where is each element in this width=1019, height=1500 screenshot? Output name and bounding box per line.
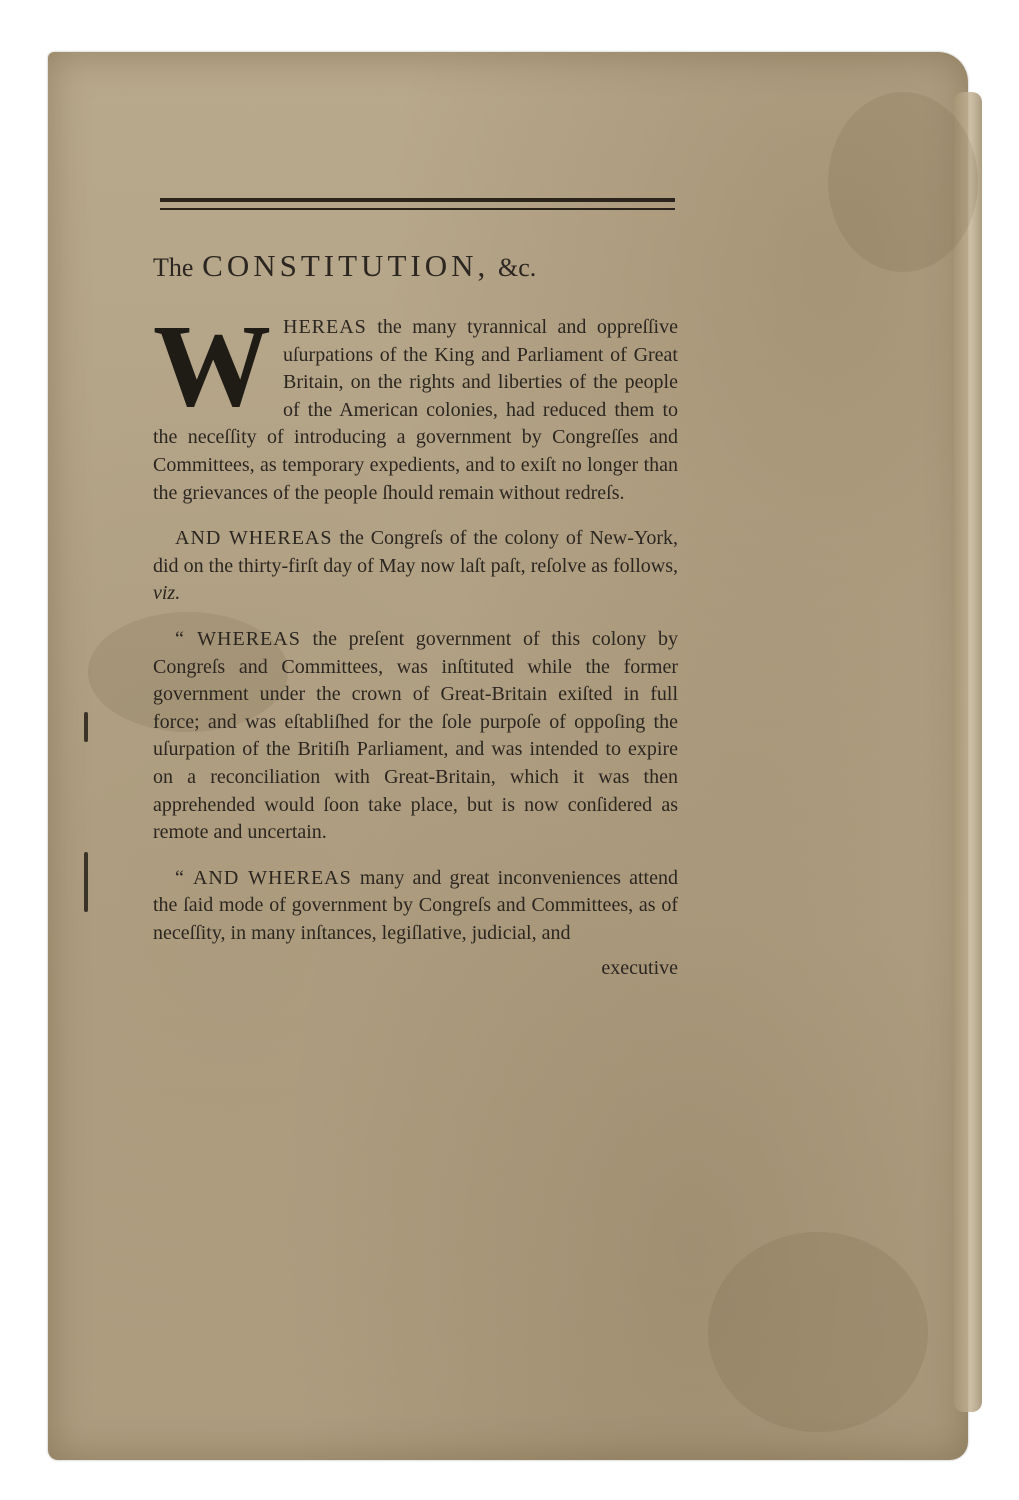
heading-article: The: [153, 253, 194, 282]
water-stain: [828, 92, 978, 272]
binding-stitch: [84, 712, 88, 742]
heading-title: CONSTITUTION,: [202, 248, 490, 283]
torn-page-edge: [954, 92, 982, 1412]
catchword: executive: [601, 957, 678, 980]
paragraph-lead: “ AND WHEREAS: [175, 866, 352, 889]
paragraph-text: many and great inconveniences attend the ſaid mode of government by Congreſs and Committees, as of neceſſity, in many inſtances, legiſlative, judicial, and: [153, 866, 678, 944]
document-page: [48, 52, 968, 1460]
paragraph-lead: HEREAS: [283, 316, 367, 338]
top-rule-thick: [160, 198, 675, 202]
top-rule-thin: [160, 208, 675, 210]
paragraph-text: the preſent government of this colony by Congreſs and Committees, was inſtituted while the former government under the crown of Great-Britain exiſted in full force; and was eſtabliſhed for the ſole purpoſe of oppoſing the uſurpation of the Britiſh Parliament, and was intended to expire on a reconciliation with Great-Britain, which it was then apprehended would ſoon take place, but is now conſidered as remote and uncertain.: [153, 627, 678, 844]
paragraph-2: [153, 525, 678, 608]
water-stain: [708, 1232, 928, 1432]
paragraph-lead: “ WHEREAS: [175, 627, 301, 650]
paragraph-4: [153, 865, 678, 948]
document-heading: [153, 248, 678, 284]
paragraph-1: [153, 300, 678, 507]
paragraph-text: the many tyrannical and oppreſſive uſurpations of the King and Parliament of Great Britain, on the rights and liberties of the people of the American colonies, had reduced them to the neceſſity of introducing a government by Congreſſes and Committees, as temporary expedients, and to exiſt no longer than the grievances of the people ſhould remain without redreſs.: [153, 316, 678, 504]
drop-cap: W: [153, 300, 271, 431]
paragraph-text: the Congreſs of the colony of New-York, did on the thirty-firſt day of May now laſt paſt, reſolve as follows,: [153, 527, 678, 577]
paragraph-3: [153, 626, 678, 847]
binding-stitch: [84, 852, 88, 912]
heading-etc: &c.: [497, 253, 537, 282]
paragraph-lead: AND WHEREAS: [175, 527, 333, 550]
paragraph-italic: viz.: [153, 582, 181, 605]
document-text: [153, 248, 678, 980]
